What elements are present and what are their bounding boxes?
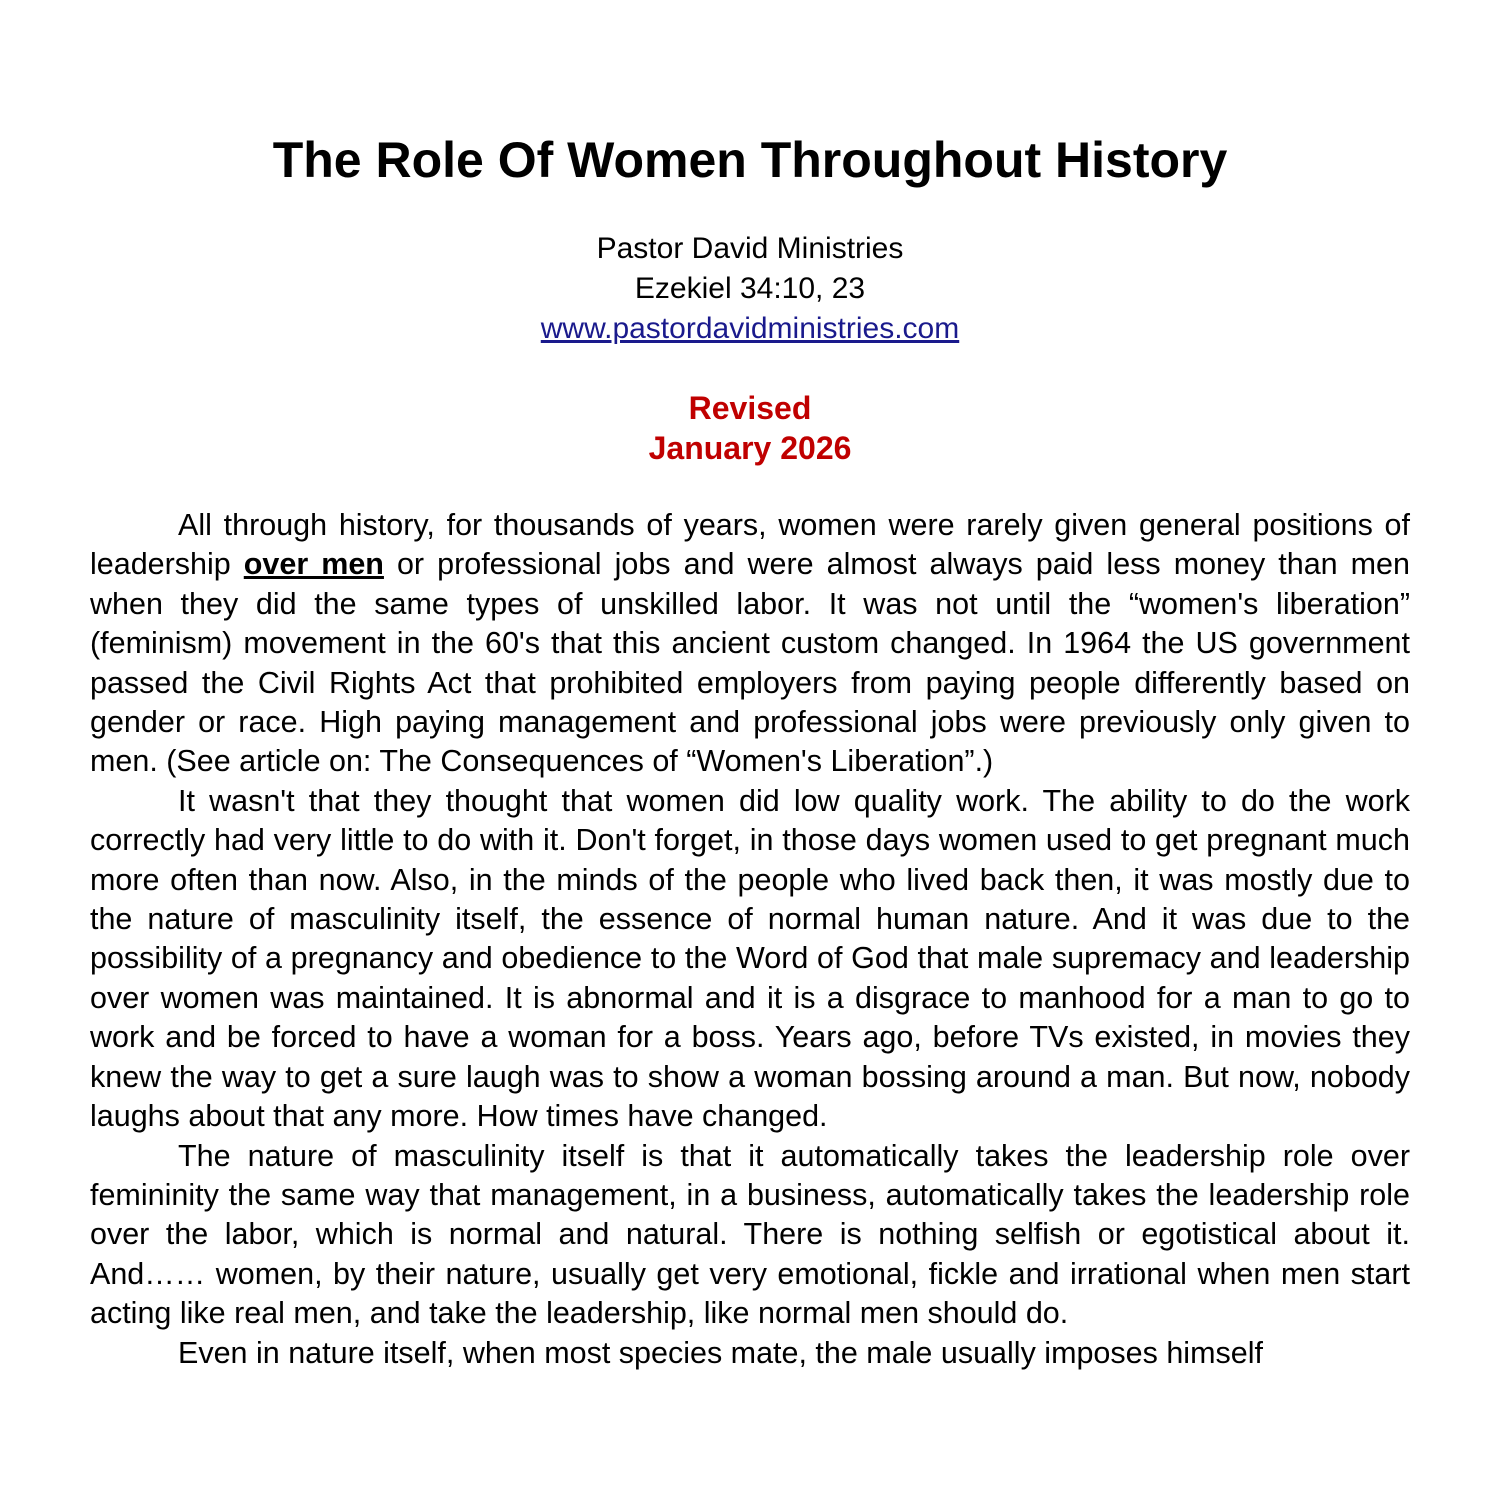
scripture-reference: Ezekiel 34:10, 23: [634, 272, 866, 305]
paragraph-1: [90, 506, 1410, 782]
paragraph-4: Even in nature itself, when most species mate, the male usually imposes himself: [178, 1335, 1263, 1370]
document-body: [90, 506, 1410, 1373]
document-header: [0, 229, 1500, 349]
website-link[interactable]: www.pastordavidministries.com: [540, 312, 960, 345]
revised-label: Revised: [688, 390, 812, 426]
paragraph-2: It wasn't that they thought that women did low quality work. The ability to do the work correctly had very little to do with it. Don't forget, in those days women used to get pregnant much more often than now. Also, in the minds of the people who lived back then, it was mostly due to the nature of masculinity itself, the essence of normal human nature. And it was due to the possibility of a pregnancy and obedience to the Word of God that male supremacy and leadership over women was maintained. It is abnormal and it is a disgrace to manhood for a man to go to work and be forced to have a woman for a boss. Years ago, before TVs existed, in movies they knew the way to get a sure laugh was to show a woman bossing around a man. But now, nobody laughs about that any more. How times have changed.: [90, 783, 1410, 1134]
document-title: The Role Of Women Throughout History: [272, 132, 1228, 188]
emphasis-over-men: over men: [243, 547, 384, 582]
revision-notice: [0, 388, 1500, 468]
paragraph-1-part-1: All through history, for thousands of years, women were rarely given general positions of leadership: [90, 508, 1410, 582]
paragraph-1-part-2: or professional jobs and were almost always paid less money than men when they did the same types of unskilled labor. It was not until the “women's liberation” (feminism) movement in the 60's that this ancient custom changed. In 1964 the US government passed the Civil Rights Act that prohibited employers from paying people differently based on gender or race. High paying management and professional jobs were previously only given to men. (See article on: The Consequences of “Women's Liberation”.): [90, 547, 1410, 779]
revised-date: January 2026: [648, 430, 852, 466]
author-name: Pastor David Ministries: [596, 232, 904, 265]
paragraph-3: The nature of masculinity itself is that it automatically takes the leadership role over femininity the same way that management, in a business, automatically takes the leadership role over the labor, which is normal and natural. There is nothing selfish or egotistical about it. And…… women, by their nature, usually get very emotional, fickle and irrational when men start acting like real men, and take the leadership, like normal men should do.: [90, 1138, 1410, 1331]
